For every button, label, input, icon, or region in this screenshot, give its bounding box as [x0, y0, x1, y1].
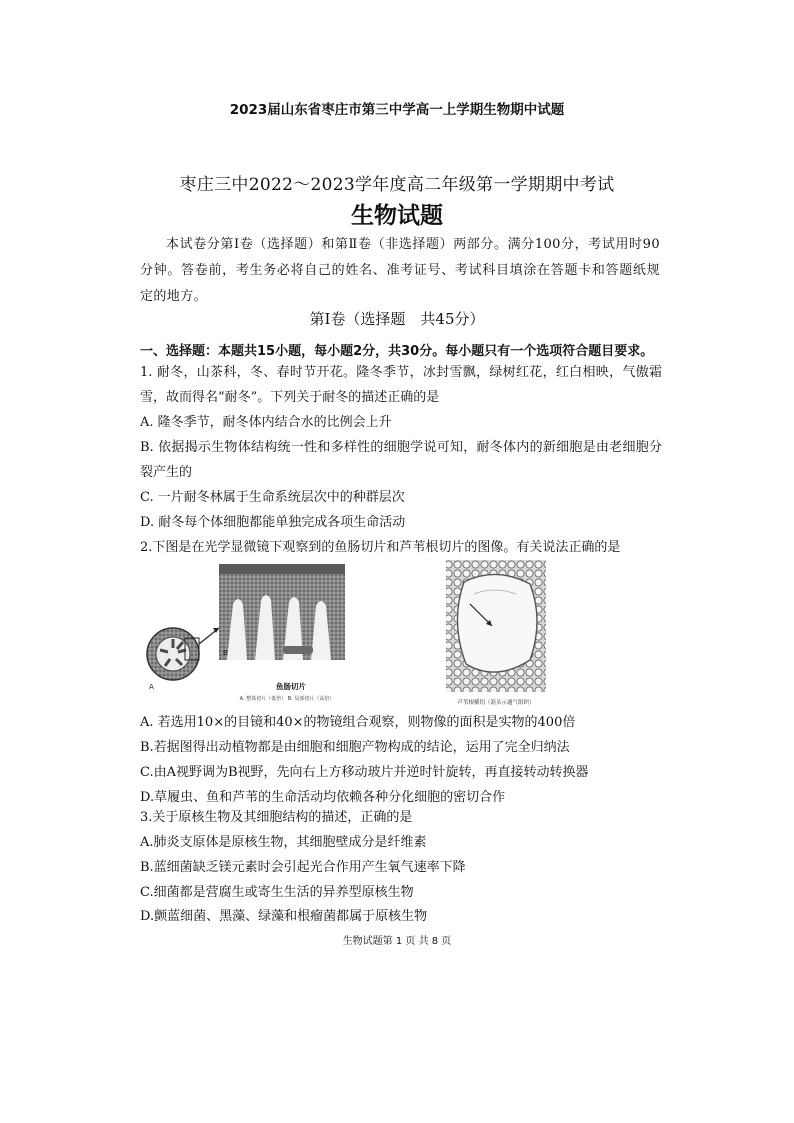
- question-3-option-c: C.细菌都是营腐生或寄生生活的异养型原核生物: [140, 885, 414, 900]
- question-2-option-c: C.由A视野调为B视野，先向右上方移动玻片并逆时针旋转，再直接转动转换器: [140, 765, 589, 780]
- section-heading: 第Ⅰ卷（选择题 共45分）: [309, 310, 485, 328]
- reed-root-image: [444, 560, 548, 710]
- page-footer: 生物试题第 1 页 共 8 页: [342, 936, 452, 947]
- document-title: 2023届山东省枣庄市第三中学高一上学期生物期中试题: [229, 102, 565, 118]
- reed-root-caption: 芦苇根横切（箭头示通气组织）: [457, 700, 535, 706]
- question-2-option-d: D.草履虫、鱼和芦苇的生命活动均依赖各种分化细胞的密切合作: [140, 790, 506, 805]
- reed-root-figure: [444, 560, 548, 710]
- question-3-option-b: B.蓝细菌缺乏镁元素时会引起光合作用产生氧气速率下降: [140, 860, 466, 875]
- exam-instructions: 本试卷分第Ⅰ卷（选择题）和第Ⅱ卷（非选择题）两部分。满分100分，考试用时90分钟。答卷前，考生务必将自己的姓名、准考证号、考试科目填涂在答题卡和答题纸规定的地方。: [140, 237, 660, 304]
- question-2-option-a: A. 若选用10×的目镜和40×的物镜组合观察，则物像的面积是实物的400倍: [140, 715, 576, 730]
- fish-intestine-figure: [143, 562, 347, 710]
- fish-intestine-caption: 鱼肠切片: [276, 682, 306, 691]
- figure-label-a: A: [149, 683, 154, 691]
- question-1-option-c: C. 一片耐冬林属于生命系统层次中的种群层次: [140, 490, 405, 505]
- figure-label-b: B: [223, 649, 228, 657]
- question-1-stem: 1. 耐冬，山茶科，冬、春时节开花。隆冬季节，冰封雪飘，绿树红花，红白相映，气傲霜雪，故而得名“耐冬”。下列关于耐冬的描述正确的是: [140, 365, 662, 405]
- part-heading: 一、选择题：本题共15小题，每小题2分，共30分。每小题只有一个选项符合题目要求。: [140, 344, 654, 359]
- subject-title: 生物试题: [351, 203, 443, 229]
- question-3-stem: 3.关于原核生物及其细胞结构的描述，正确的是: [140, 810, 413, 825]
- question-3-option-d: D.颤蓝细菌、黑藻、绿藻和根瘤菌都属于原核生物: [140, 909, 428, 924]
- question-1-option-a: A. 隆冬季节，耐冬体内结合水的比例会上升: [140, 415, 392, 430]
- fish-intestine-image: [143, 562, 347, 710]
- question-3-option-a: A.肺炎支原体是原核生物，其细胞壁成分是纤维素: [140, 835, 427, 850]
- question-1-option-b: B. 依据揭示生物体结构统一性和多样性的细胞学说可知，耐冬体内的新细胞是由老细胞分裂产生的: [140, 440, 662, 480]
- question-2-stem: 2.下图是在光学显微镜下观察到的鱼肠切片和芦苇根切片的图像。有关说法正确的是: [140, 540, 621, 555]
- question-2-option-b: B.若据图得出动植物都是由细胞和细胞产物构成的结论，运用了完全归纳法: [140, 740, 570, 755]
- question-1-option-d: D. 耐冬每个体细胞都能单独完成各项生命活动: [140, 515, 406, 530]
- exam-title: 枣庄三中2022～2023学年度高二年级第一学期期中考试: [179, 175, 615, 195]
- fish-intestine-subcaption: A. 整体切片（低倍） B. 局部切片（高倍）: [239, 696, 335, 702]
